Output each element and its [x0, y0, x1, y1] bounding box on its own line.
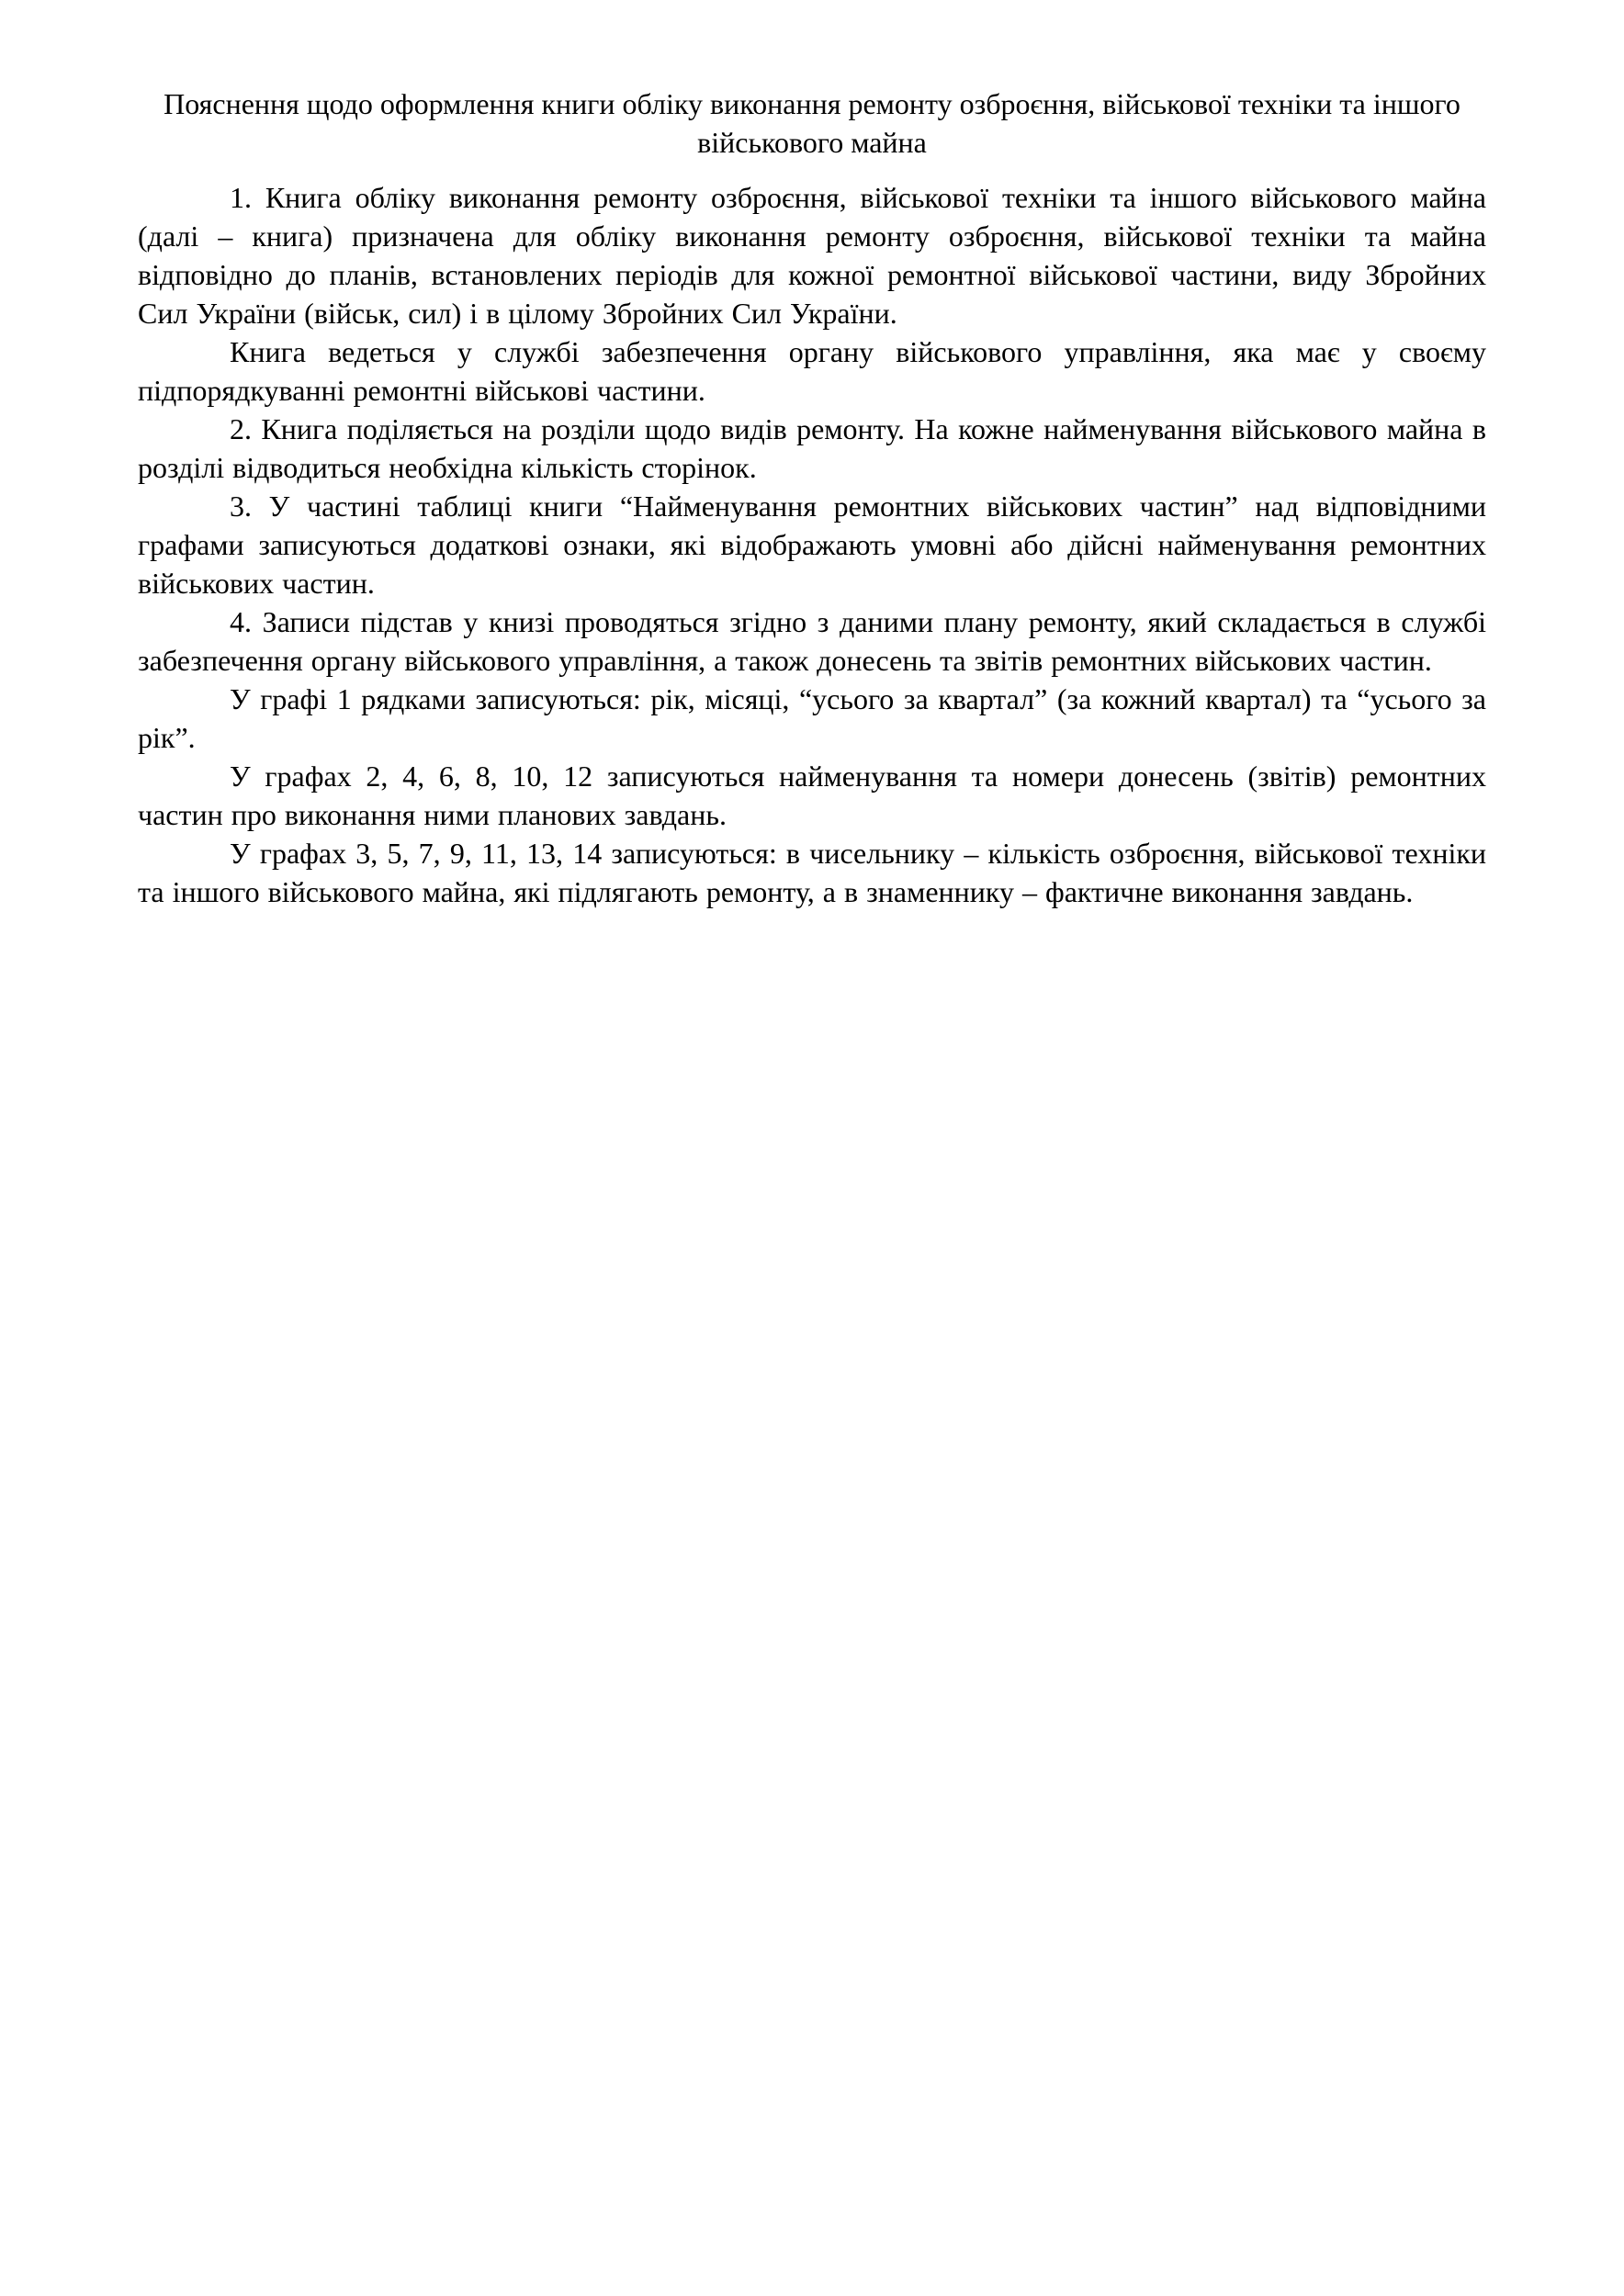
paragraph-4: 3. У частині таблиці книги “Найменування ремонтних військових частин” над відповідними графами записуються додаткові ознаки, які відображають умовні або дійсні найменування ремонтних військових частин.	[138, 490, 1486, 600]
paragraph-5: 4. Записи підстав у книзі проводяться згідно з даними плану ремонту, який складається в службі забезпечення органу військового управління, а також донесень та звітів ремонтних військових частин.	[138, 605, 1486, 677]
paragraph-1: 1. Книга обліку виконання ремонту озброєння, військової техніки та іншого військового майна (далі – книга) призначена для обліку виконання ремонту озброєння, військової техніки та майна відповідно до планів, встановлених періодів для кожної ремонтної військової частини, виду Збройних Сил України (військ, сил) і в цілому Збройних Сил України.	[138, 181, 1486, 330]
paragraph-8: У графах 3, 5, 7, 9, 11, 13, 14 записуються: в чисельнику – кількість озброєння, військової техніки та іншого військового майна, які підлягають ремонту, а в знаменнику – фактичне виконання завдань.	[138, 837, 1486, 908]
paragraph-2: Книга ведеться у службі забезпечення органу військового управління, яка має у своєму підпорядкуванні ремонтні військові частини.	[138, 335, 1486, 407]
document-title: Пояснення щодо оформлення книги обліку виконання ремонту озброєння, військової техніки та іншого військового майна	[164, 87, 1460, 159]
paragraph-6: У графі 1 рядками записуються: рік, місяці, “усього за квартал” (за кожний квартал) та “усього за рік”.	[138, 682, 1486, 754]
paragraph-3: 2. Книга поділяється на розділи щодо видів ремонту. На кожне найменування військового майна в розділі відводиться необхідна кількість сторінок.	[138, 412, 1486, 484]
paragraph-7: У графах 2, 4, 6, 8, 10, 12 записуються найменування та номери донесень (звітів) ремонтних частин про виконання ними планових завдань.	[138, 760, 1486, 831]
